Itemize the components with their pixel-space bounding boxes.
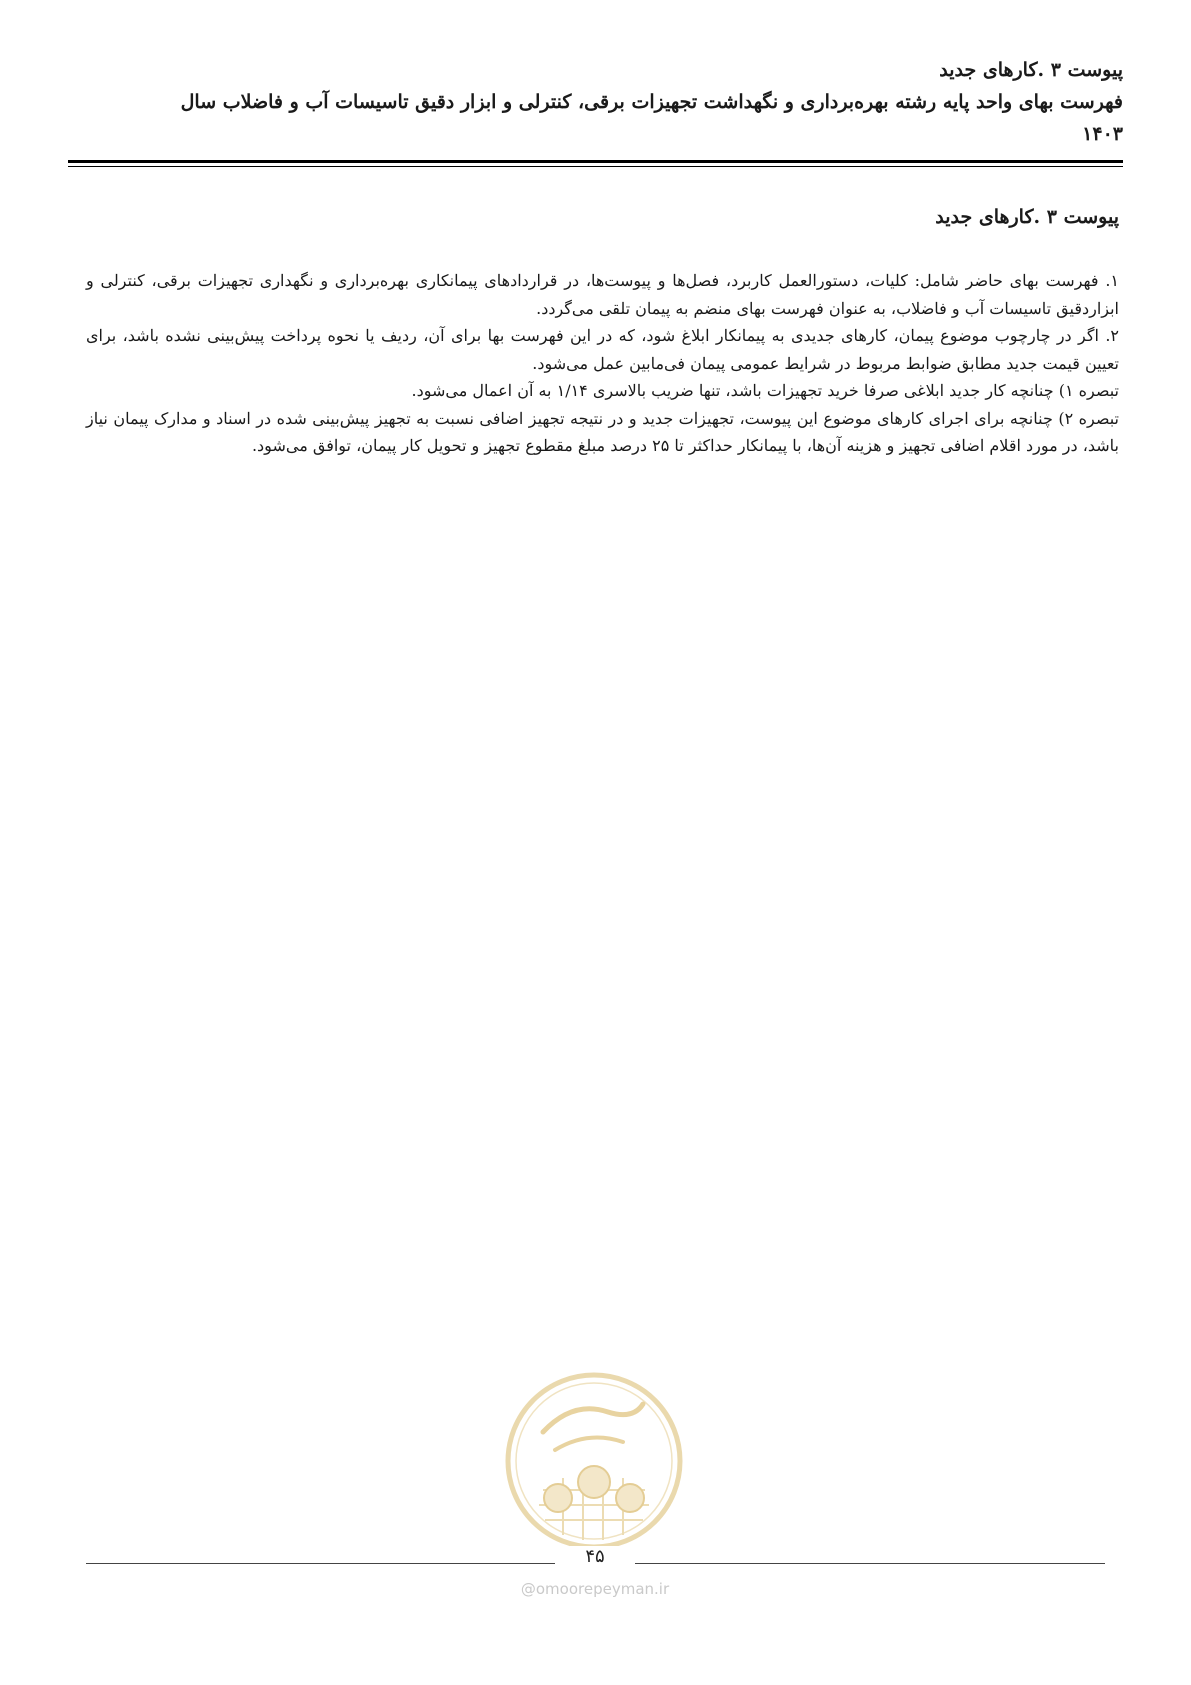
watermark-url: @omoorepeyman.ir bbox=[520, 1580, 670, 1598]
header-line-2: فهرست بهای واحد پایه رشته بهره‌برداری و نگهداشت تجهیزات برقی، کنترلی و ابزار دقیق تاسیسات آب و فاضلاب سال bbox=[180, 91, 1123, 113]
paragraph-1: ۱. فهرست بهای حاضر شامل: کلیات، دستورالعمل کاربرد، فصل‌ها و پیوست‌ها، در قراردادهای پیمانکاری بهره‌برداری و نگهداری تجهیزات برقی، کنترلی و ابزاردقیق تاسیسات آب و فاضلاب، به عنوان فهرست بهای منضم به پیمان تلقی می‌گردد. bbox=[86, 271, 1120, 318]
header-line-3: ۱۴۰۳ bbox=[1082, 123, 1123, 145]
header-rule-thin bbox=[68, 166, 1123, 167]
page-header bbox=[68, 54, 1123, 150]
paragraph-2: ۲. اگر در چارچوب موضوع پیمان، کارهای جدیدی به پیمانکار ابلاغ شود، که در این فهرست بها برای آن، ردیف یا نحوه پرداخت پیش‌بینی نشده باشد، برای تعیین قیمت جدید مطابق ضوابط مربوط در شرایط عمومی پیمان فی‌مابین عمل می‌شود. bbox=[86, 326, 1119, 373]
page-number: ۴۵ bbox=[570, 1546, 620, 1567]
note-1: تبصره ۱) چنانچه کار جدید ابلاغی صرفا خرید تجهیزات باشد، تنها ضریب بالاسری ۱/۱۴ به آن اعمال می‌شود. bbox=[411, 381, 1119, 400]
body-text bbox=[86, 267, 1119, 460]
header-rule-thick bbox=[68, 160, 1123, 163]
section-title: پیوست ۳ .کارهای جدید bbox=[935, 206, 1119, 228]
watermark-logo-icon bbox=[503, 1370, 685, 1552]
note-2: تبصره ۲) چنانچه برای اجرای کارهای موضوع این پیوست، تجهیزات جدید و در نتیجه تجهیز اضافی نسبت به تجهیز پیش‌بینی شده در اسناد و مدارک پیمان نیاز باشد، در مورد اقلام اضافی تجهیز و هزینه آن‌ها، با پیمانکار حداکثر تا ۲۵ درصد مبلغ مقطوع تجهیز و تحویل کار پیمان، توافق می‌شود. bbox=[86, 408, 1120, 455]
header-line-1: پیوست ۳ .کارهای جدید bbox=[939, 59, 1123, 81]
